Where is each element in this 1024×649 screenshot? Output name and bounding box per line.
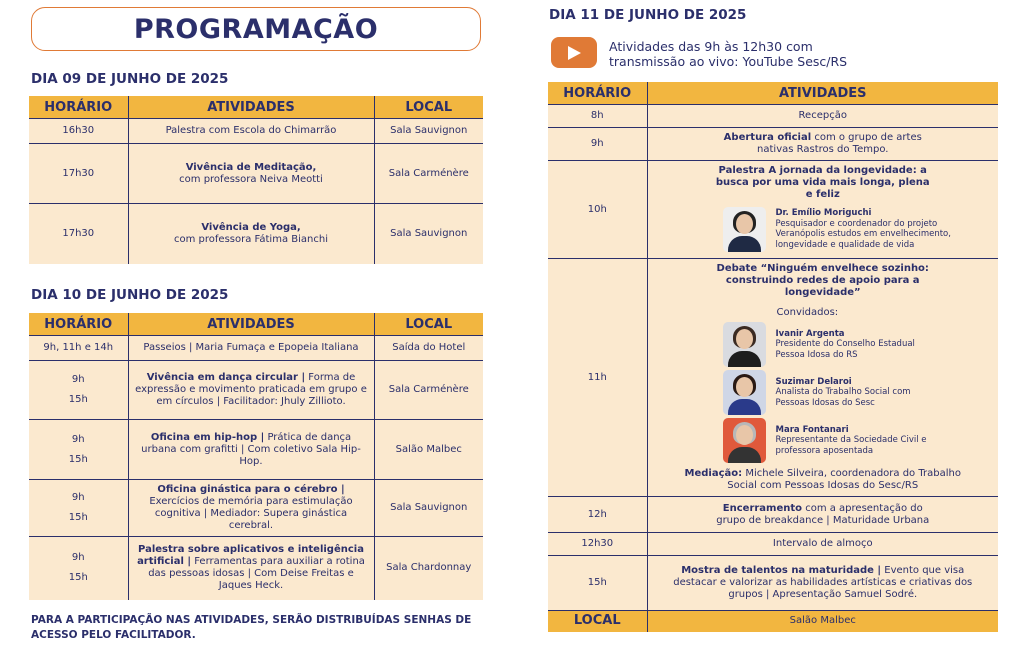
time-cell: 12h30 [548, 533, 647, 556]
time-2: 15h [68, 453, 88, 465]
local-cell: Sala Chardonnay [374, 537, 483, 600]
table-row [548, 259, 998, 497]
time-cell: 12h [548, 497, 647, 533]
activity-cell [647, 161, 998, 259]
time-1: 9h [71, 374, 85, 385]
table-row [548, 497, 998, 533]
local-cell: Sala Sauvignon [374, 119, 483, 144]
table-row [29, 480, 483, 537]
col-header-activities: ATIVIDADES [128, 313, 374, 336]
time-cell: 8h [548, 105, 647, 128]
col-header-time: HORÁRIO [29, 313, 128, 336]
guest-desc: Analista do Trabalho Social com Pessoas Idosas do Sesc [775, 387, 911, 408]
guest [723, 370, 995, 415]
page-title: PROGRAMAÇÃO [133, 13, 379, 45]
activity-desc: Prática de dança urbana com grafitti | Com coletivo Sala Hip-Hop. [141, 431, 361, 467]
speaker-photo [723, 207, 766, 252]
page-title-box [31, 7, 481, 51]
local-cell: Sala Sauvignon [374, 204, 483, 264]
activity-desc: com a apresentação do grupo de breakdance | Maturidade Urbana [716, 502, 930, 526]
activity-title: Vivência de Yoga, [201, 221, 301, 233]
mediation [652, 466, 995, 492]
activity-title: Oficina ginástica para o cérebro | [157, 484, 345, 495]
guest-photo [723, 370, 766, 415]
talk-title: Palestra A jornada da longevidade: a busca por uma vida mais longa, plena e feliz [715, 164, 930, 200]
activity-cell [128, 361, 374, 420]
time-cell: 15h [548, 556, 647, 611]
activity-title: Vivência de Meditação, [185, 161, 317, 173]
time-2: 15h [68, 572, 88, 584]
time-cell: 10h [548, 161, 647, 259]
activity-desc: Ferramentas para auxiliar a rotina das pessoas idosas | Com Deise Freitas e Jaques Heck. [148, 556, 365, 592]
speaker-desc: Pesquisador e coordenador do projeto Veranópolis estudos em envelhecimento, longevidade e qualidade de vida [775, 218, 951, 250]
activity-cell: Recepção [647, 105, 998, 128]
local-cell: Saída do Hotel [374, 336, 483, 361]
guest-name: Mara Fontanari [775, 424, 849, 435]
activity-title: Oficina em hip-hop | [150, 431, 265, 443]
access-note: PARA A PARTICIPAÇÃO NAS ATIVIDADES, SERÃO DISTRIBUÍDAS SENHAS DE ACESSO PELO FACILITADOR. [31, 614, 472, 641]
youtube-icon[interactable] [551, 37, 597, 68]
guest-name: Ivanir Argenta [775, 328, 845, 339]
activity-desc: com professora Fátima Bianchi [174, 233, 328, 245]
time-cell [29, 480, 128, 537]
col-header-time: HORÁRIO [548, 82, 647, 105]
day2-heading: DIA 10 DE JUNHO DE 2025 [31, 287, 229, 303]
table-row [29, 204, 483, 264]
table-row [548, 611, 998, 632]
speaker-name: Dr. Emílio Moriguchi [775, 208, 872, 218]
guest-name: Suzimar Delaroi [775, 376, 852, 387]
activity-cell [128, 144, 374, 204]
activity-cell [128, 420, 374, 480]
col-header-local: LOCAL [374, 96, 483, 119]
activity-desc: Exercícios de memória para estimulação cognitiva | Mediador: Supera ginástica cerebral. [149, 496, 353, 531]
table-row [548, 105, 998, 128]
table-row [29, 336, 483, 361]
activity-cell [128, 204, 374, 264]
guest-desc: Representante da Sociedade Civil e professora aposentada [775, 435, 927, 456]
speaker [723, 207, 995, 252]
local-cell: Salão Malbec [374, 420, 483, 480]
activity-cell [128, 537, 374, 600]
time-cell [29, 361, 128, 420]
col-header-local: LOCAL [374, 313, 483, 336]
time-cell: 17h30 [29, 144, 128, 204]
day3-heading: DIA 11 DE JUNHO DE 2025 [549, 7, 747, 23]
local-cell: Sala Carménère [374, 144, 483, 204]
activity-desc: com professora Neiva Meotti [179, 173, 323, 185]
guest-desc: Presidente do Conselho Estadual Pessoa Idosa do RS [775, 339, 915, 360]
live-line-1: Atividades das 9h às 12h30 com [609, 39, 813, 54]
activity-cell: Passeios | Maria Fumaça e Epopeia Italiana [128, 336, 374, 361]
activity-title: Palestra sobre aplicativos e inteligência artificial | [137, 544, 364, 568]
table-row [548, 128, 998, 161]
activity-title: Vivência em dança circular | [146, 372, 306, 383]
time-cell: 9h [548, 128, 647, 161]
table-row [29, 361, 483, 420]
activity-cell [647, 259, 998, 497]
time-2: 15h [68, 394, 88, 405]
time-cell: 11h [548, 259, 647, 497]
time-1: 9h [71, 552, 85, 564]
time-cell: 16h30 [29, 119, 128, 144]
time-cell [29, 420, 128, 480]
guest-photo [723, 322, 766, 367]
col-header-activities: ATIVIDADES [128, 96, 374, 119]
time-cell [29, 537, 128, 600]
activity-desc: Evento que visa destacar e valorizar as habilidades artísticas e criativas dos grupos | Apresentação Samuel Sodré. [673, 565, 973, 600]
activity-cell: Palestra com Escola do Chimarrão [128, 119, 374, 144]
activity-title: Encerramento [722, 502, 803, 514]
live-line-2: transmissão ao vivo: YouTube Sesc/RS [609, 54, 848, 69]
time-2: 15h [68, 512, 88, 523]
time-1: 9h [71, 433, 85, 445]
day1-table [29, 96, 483, 264]
activity-cell [647, 128, 998, 161]
col-header-activities: ATIVIDADES [647, 82, 998, 105]
table-row [548, 556, 998, 611]
guest [723, 322, 995, 367]
guest-photo [723, 418, 766, 463]
local-value: Salão Malbec [647, 611, 998, 632]
col-header-time: HORÁRIO [29, 96, 128, 119]
activity-title: Mostra de talentos na maturidade | [681, 565, 882, 576]
live-stream-info [609, 39, 847, 69]
time-cell: 17h30 [29, 204, 128, 264]
local-cell: Sala Sauvignon [374, 480, 483, 537]
table-row [29, 537, 483, 600]
activity-cell [647, 556, 998, 611]
time-1: 9h [71, 492, 85, 503]
table-row [548, 161, 998, 259]
debate-title: Debate “Ninguém envelhece sozinho: construindo redes de apoio para a longevidade” [716, 263, 929, 298]
day1-heading: DIA 09 DE JUNHO DE 2025 [31, 71, 229, 87]
guests-label: Convidados: [776, 307, 839, 318]
local-cell: Sala Carménère [374, 361, 483, 420]
time-cell: 9h, 11h e 14h [29, 336, 128, 361]
activity-desc: com o grupo de artes nativas Rastros do Tempo. [757, 132, 922, 155]
day3-table [548, 82, 998, 632]
table-row [29, 119, 483, 144]
activity-title: Abertura oficial [723, 132, 812, 143]
table-row [29, 144, 483, 204]
mediation-label: Mediação: [684, 468, 743, 479]
activity-cell: Intervalo de almoço [647, 533, 998, 556]
local-label: LOCAL [548, 611, 647, 632]
table-row [29, 420, 483, 480]
activity-cell [647, 497, 998, 533]
activity-cell [128, 480, 374, 537]
mediation-text: Michele Silveira, coordenadora do Trabalho Social com Pessoas Idosas do Sesc/RS [727, 468, 961, 491]
day2-table [29, 313, 483, 600]
guest [723, 418, 995, 463]
activity-desc: Forma de expressão e movimento praticada em grupo e em círculos | Facilitador: Jhuly Zillioto. [135, 372, 367, 407]
table-row [548, 533, 998, 556]
